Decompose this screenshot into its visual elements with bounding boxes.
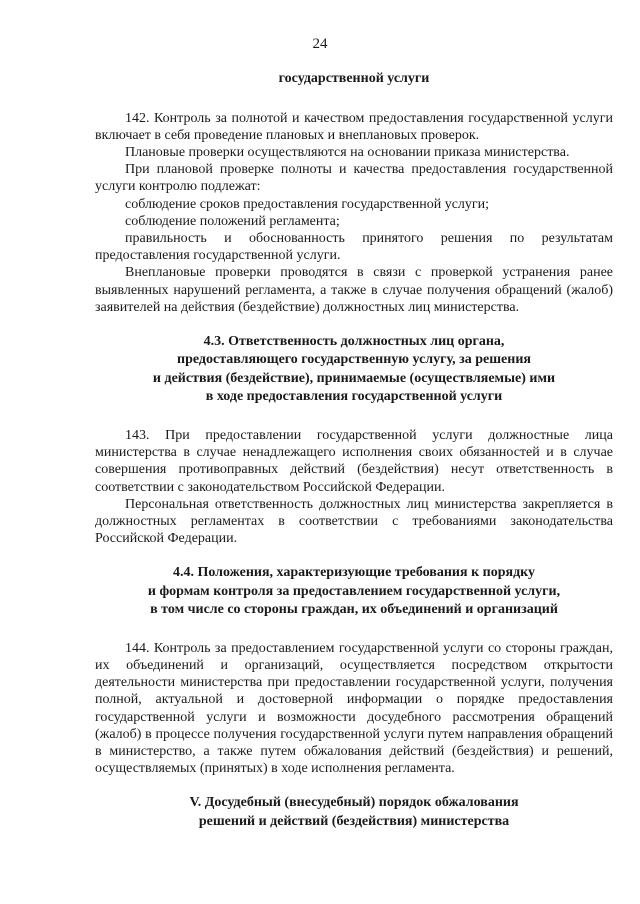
section-143: [95, 427, 613, 547]
paragraph: соблюдение сроков предоставления государственной услуги;: [125, 196, 490, 212]
paragraph: Персональная ответственность должностных лиц министерства закрепляется в должностных регламентах в соответствии с требованиями законодательства Российской Федерации.: [95, 496, 613, 547]
paragraph: Внеплановые проверки проводятся в связи с проверкой устранения ранее выявленных нарушений регламента, а также в случае получения обращений (жалоб) заявителей на действия (бездействие) должностных лиц министерства.: [95, 265, 613, 315]
heading-line: 4.4. Положения, характеризующие требования к порядку: [172, 565, 536, 581]
page-number: 24: [312, 36, 328, 52]
heading-line: V. Досудебный (внесудебный) порядок обжалования: [189, 795, 519, 811]
section-heading-4-3: [95, 333, 613, 407]
heading-line: в том числе со стороны граждан, их объединений и организаций: [150, 602, 558, 618]
section-heading-v: [95, 794, 613, 831]
heading-line: 4.3. Ответственность должностных лиц органа,: [203, 333, 505, 349]
page-content: [95, 70, 613, 831]
top-heading: [95, 70, 613, 89]
paragraph: При плановой проверке полноты и качества предоставления государственной услуги контролю подлежат:: [95, 162, 613, 195]
heading-line: в ходе предоставления государственной услуги: [205, 389, 503, 405]
top-heading-line: государственной услуги: [278, 71, 430, 86]
paragraph: правильность и обоснованность принятого решения по результатам предоставления государственной услуги.: [95, 230, 613, 264]
section-142: [95, 110, 613, 316]
heading-line: предоставляющего государственную услугу, за решения: [177, 352, 531, 368]
paragraph: Плановые проверки осуществляются на основании приказа министерства.: [125, 144, 570, 160]
section-144: [95, 640, 613, 778]
paragraph: 143. При предоставлении государственной услуги должностные лица министерства в случае ненадлежащего исполнения своих обязанностей и в случае совершения противоправных действий (бездействия) несут ответственность в соответствии с законодательством Российской Федерации.: [95, 427, 613, 495]
heading-line: и формам контроля за предоставлением государственной услуги,: [147, 583, 561, 599]
paragraph: 144. Контроль за предоставлением государственной услуги со стороны граждан, их объединений и организаций, осуществляется посредством открытости деятельности министерства при предоставлении государственной услуги, получения полной, актуальной и достоверной информации о порядке предоставления государственной услуги и возможности досудебного рассмотрения обращений (жалоб) в процессе получения государственной услуги путем направления обращений в министерство, а также путем обжалования действий (бездействия) и решений, осуществляемых (принятых) в ходе исполнения регламента.: [95, 640, 613, 777]
paragraph: соблюдение положений регламента;: [125, 213, 340, 229]
paragraph: 142. Контроль за полнотой и качеством предоставления государственной услуги включает в себя проведение плановых и внеплановых проверок.: [95, 110, 613, 143]
section-heading-4-4: [95, 564, 613, 620]
heading-line: и действия (бездействие), принимаемые (осуществляемые) ими: [152, 370, 556, 386]
heading-line: решений и действий (бездействия) министерства: [198, 813, 510, 829]
